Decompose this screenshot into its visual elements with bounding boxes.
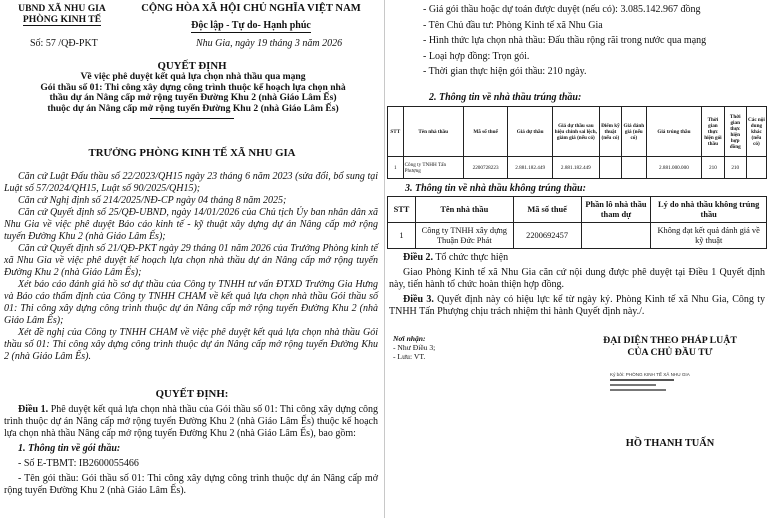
national-motto [118, 3, 384, 33]
digital-signature-mark [610, 384, 656, 386]
legal-basis-bidding-law: Căn cứ Luật Đấu thầu số 22/2023/QH15 ngày 23 tháng 6 năm 2023 (sửa đổi, bổ sung tại Luật số 57/2024/QH15, Luật số 90/2025/QH15); [4, 171, 378, 194]
loser-lot [581, 223, 651, 249]
recipient-item: - Lưu: VT. [393, 352, 426, 361]
loser-reason: Không đạt kết quả đánh giá về kỹ thuật [651, 223, 767, 249]
issuing-authority: TRƯỞNG PHÒNG KINH TẾ XÃ NHU GIA [88, 147, 296, 159]
issuing-org [2, 3, 122, 26]
decision-heading: QUYẾT ĐỊNH: [155, 388, 229, 400]
loser-col-tax: Mã số thuế [513, 197, 581, 223]
article-1-text [4, 404, 378, 440]
winner-col-tax: Mã số thuế [463, 107, 508, 157]
contract-type: - Loại hợp đồng: Trọn gói. [423, 50, 530, 62]
winner-tax: 2200728223 [463, 157, 508, 179]
loser-heading: 3. Thông tin về nhà thầu không trúng thầu: [405, 183, 586, 194]
winner-table [387, 106, 767, 179]
winner-col-stt: STT [388, 107, 404, 157]
recipient-item: - Như Điều 3; [393, 343, 436, 352]
winner-col-name: Tên nhà thầu [403, 107, 463, 157]
winner-other [746, 157, 766, 179]
loser-col-stt: STT [388, 197, 416, 223]
document-page-left [0, 0, 384, 518]
winner-col-tech: Điểm kỹ thuật (nếu có) [599, 107, 621, 157]
recipients [393, 334, 513, 361]
subject-line2: Gói thầu số 01: Thi công xây dựng công trình thuộc kế hoạch lựa chọn nhà [40, 81, 346, 93]
investor-name: - Tên Chủ đầu tư: Phòng Kinh tế xã Nhu Gia [423, 19, 603, 31]
winner-stt: 1 [388, 157, 404, 179]
winner-heading: 2. Thông tin về nhà thầu trúng thầu: [429, 92, 582, 103]
nation-line2: Độc lập - Tự do- Hạnh phúc [191, 20, 311, 31]
article-1 [4, 404, 378, 497]
document-subject [4, 72, 382, 114]
legal-basis-decision-25: Căn cứ Quyết định số 25/QĐ-UBND, ngày 14/01/2026 của Chủ tịch Ủy ban nhân dân xã Nhu Gia về việc phê duyệt Báo cáo kinh tế - kỹ thuật xây dựng dự án Nâng cấp mở rộng tuyến Đường Khu 2 (nhà Giáo Lâm Ếs); [4, 207, 378, 242]
document-title: QUYẾT ĐỊNH [157, 60, 227, 72]
loser-col-lot: Phần lô nhà thầu tham dự [581, 197, 651, 223]
article-3-label: Điều 3. [403, 294, 434, 305]
selection-method: - Hình thức lựa chọn nhà thầu: Đấu thầu rộng rãi trong nước qua mạng [423, 35, 707, 47]
article-2-text: Giao Phòng Kinh tế xã Nhu Gia căn cứ nội dung được phê duyệt tại Điều 1 Quyết định này, tiến hành tổ chức hoàn thiện hợp đồng. [389, 267, 765, 290]
winner-col-eval: Giá đánh giá (nếu có) [622, 107, 647, 157]
issuing-org-line2: PHÒNG KINH TẾ [22, 14, 102, 25]
package-info-heading: 1. Thông tin về gói thầu: [18, 443, 121, 454]
article-3-body: Quyết định này có hiệu lực kể từ ngày ký. Phòng Kinh tế xã Nhu Gia, Công ty TNHH Tấn Phượng chịu trách nhiệm thi hành Quyết định này./. [389, 294, 765, 317]
article-2-title [389, 252, 765, 264]
consideration-proposal: Xét đề nghị của Công ty TNHH CHAM về việc phê duyệt kết quả lựa chọn nhà thầu Gói thầu số 01: Thi công xây dựng công trình thuộc dự án Nâng cấp mở rộng tuyến Đường Khu 2 (nhà Giáo Lâm Ếs). [4, 327, 378, 362]
winner-award: 2.881.000.000 [646, 157, 702, 179]
digital-signature-mark [610, 389, 666, 391]
winner-name: Công ty TNHH Tấn Phượng [403, 157, 463, 179]
winner-col-award: Giá trúng thầu [646, 107, 702, 157]
subject-underline [150, 118, 234, 119]
ebid-number: - Số E-TBMT: IB2600055466 [18, 458, 139, 469]
winner-pkg-time: 210 [702, 157, 724, 179]
loser-col-name: Tên nhà thầu [415, 197, 513, 223]
document-page-right [385, 0, 769, 518]
package-details [423, 2, 767, 80]
signature-line2: CỦA CHỦ ĐẦU TƯ [627, 347, 713, 358]
winner-col-pkg-time: Thời gian thực hiện gói thầu [702, 107, 724, 157]
digital-signature-text: Ký bởi: PHÒNG KINH TẾ XÃ NHU GIA [610, 372, 690, 377]
loser-col-reason: Lý do nhà thầu không trúng thầu [651, 197, 767, 223]
subject-line4: thuộc dự án Nâng cấp mở rộng tuyến Đường Khu 2 (nhà Giáo Lâm Ếs) [47, 102, 339, 114]
place-date: Nhu Gia, ngày 19 tháng 3 năm 2026 [196, 38, 343, 49]
article-2-title-text: Tổ chức thực hiện [433, 252, 509, 263]
winner-bid: 2.881.182.449 [508, 157, 553, 179]
signature-title [575, 335, 765, 359]
loser-stt: 1 [388, 223, 416, 249]
preamble [4, 171, 378, 363]
winner-col-adjusted: Giá dự thầu sau hiệu chỉnh sai lệch, giảm giá (nếu có) [552, 107, 599, 157]
subject-line3: thầu dự án Nâng cấp mở rộng tuyến Đường Khu 2 (nhà Giáo Lâm Ếs) [49, 92, 337, 104]
winner-col-other: Các nội dung khác (nếu có) [746, 107, 766, 157]
legal-basis-decree: Căn cứ Nghị định số 214/2025/NĐ-CP ngày 04 tháng 8 năm 2025; [18, 195, 287, 206]
article-2-label: Điều 2. [403, 252, 433, 263]
subject-line1: Về việc phê duyệt kết quả lựa chọn nhà thầu qua mạng [80, 71, 306, 82]
signature-line1: ĐẠI DIỆN THEO PHÁP LUẬT [603, 335, 737, 346]
signer-name: HỒ THANH TUẤN [625, 438, 715, 449]
recipients-label: Nơi nhận: [393, 334, 426, 343]
loser-tax: 2200692457 [513, 223, 581, 249]
table-row [388, 223, 767, 249]
document-number: Số: 57 /QĐ-PKT [30, 38, 98, 49]
winner-adjusted: 2.881.182.449 [552, 157, 599, 179]
winner-eval [622, 157, 647, 179]
article-1-label: Điều 1. [18, 404, 49, 415]
consideration-evaluation-report: Xét báo cáo đánh giá hồ sơ dự thầu của Công ty TNHH tư vấn ĐTXD Trường Gia Hưng và Báo cáo thẩm định của Công ty TNHH CHAM về kết quả lựa chọn nhà thầu Gói thầu số 01: Thi công xây dựng công trình thuộc dự án Nâng cấp mở rộng tuyến Đường Khu 2 (nhà Giáo Lâm Ếs); [4, 279, 378, 326]
issuing-org-line1: UBND XÃ NHU GIA [18, 3, 106, 14]
articles-2-3 [389, 252, 765, 318]
winner-col-contract-time: Thời gian thực hiện hợp đồng [724, 107, 746, 157]
package-name: - Tên gói thầu: Gói thầu số 01: Thi công xây dựng công trình thuộc dự án Nâng cấp mở rộng tuyến Đường Khu 2 (nhà Giáo Lâm Ếs). [4, 473, 378, 496]
loser-name: Công ty TNHH xây dựng Thuận Đức Phát [415, 223, 513, 249]
table-row [388, 157, 767, 179]
nation-line1: CỘNG HÒA XÃ HỘI CHỦ NGHĨA VIỆT NAM [141, 3, 361, 14]
article-1-body: Phê duyệt kết quả lựa chọn nhà thầu của Gói thầu số 01: Thi công xây dựng công trình thuộc dự án Nâng cấp mở rộng tuyến Đường Khu 2 (nhà Giáo Lâm Ếs) thuộc kế hoạch lựa chọn nhà thầu Nâng cấp mở rộng tuyến Đường Khu 2 (nhà Giáo Lâm Ếs), bao gồm: [4, 404, 379, 439]
digital-signature-stamp [610, 372, 720, 408]
article-3-text [389, 294, 765, 318]
implementation-time: - Thời gian thực hiện gói thầu: 210 ngày. [423, 66, 587, 78]
loser-table [387, 196, 767, 249]
legal-basis-decision-21: Căn cứ Quyết định số 21/QĐ-PKT ngày 29 tháng 01 năm 2026 của Trưởng Phòng kinh tế xã Nhu Gia về việc phê duyệt kế hoạch lựa chọn nhà thầu dự án Nâng cấp mở rộng tuyến Đường Khu 2 (nhà Giáo Lâm Ếs); [4, 243, 378, 278]
digital-signature-mark [610, 379, 674, 381]
winner-col-bid: Giá dự thầu [508, 107, 553, 157]
winner-contract-time: 210 [724, 157, 746, 179]
winner-tech [599, 157, 621, 179]
package-price: - Giá gói thầu hoặc dự toán được duyệt (nếu có): 3.085.142.967 đồng [423, 4, 701, 15]
